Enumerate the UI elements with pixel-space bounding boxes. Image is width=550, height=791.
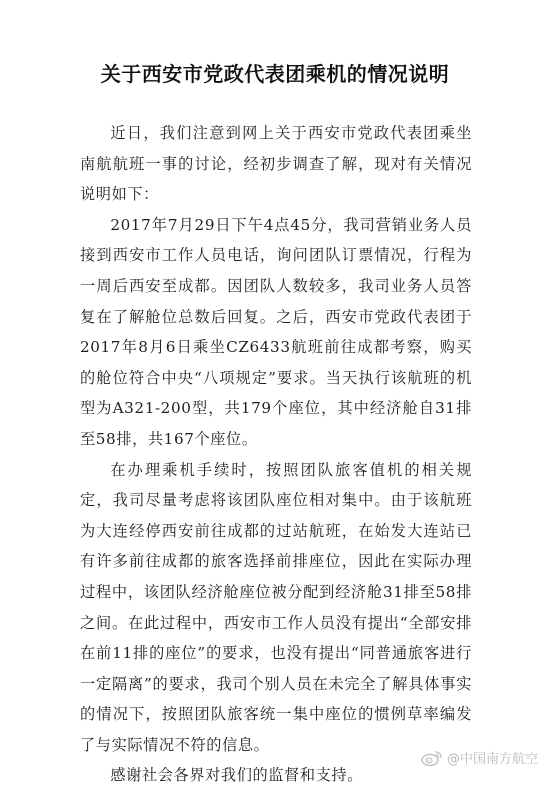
document-body (80, 118, 472, 791)
document-title: 关于西安市党政代表团乘机的情况说明 (100, 62, 450, 86)
paragraph-thanks: 感谢社会各界对我们的监督和支持。 (110, 766, 363, 785)
watermark-text: @中国南方航空 (446, 752, 538, 767)
paragraph-checkin: 在办理乘机手续时，按照团队旅客值机的相关规定，我司尽量考虑将该团队座位相对集中。由于该航班为大连经停西安前往成都的过站航班，在始发大连站已有许多前往成都的旅客选择前排座位，因此在实际办理过程中，该团队经济舱座位被分配到经济舱31排至58排之间。在此过程中，西安市工作人员没有提出“全部安排在前11排的座位”的要求，也没有提出“同普通旅客进行一定隔离”的要求，我司个别人员在未完全了解具体事实的情况下，按照团队旅客统一集中座位的惯例草率编发了与实际情况不符的信息。 (80, 460, 472, 754)
paragraph-booking: 2017年7月29日下午4点45分，我司营销业务人员接到西安市工作人员电话，询问团队订票情况，行程为一周后西安至成都。因团队人数较多，我司业务人员答复在了解舱位总数后回复。之后，西安市党政代表团于2017年8月6日乘坐CZ6433航班前往成都考察，购买的舱位符合中央“八项规定”要求。当天执行该航班的机型为A321-200型，共179个座位，其中经济舱自31排至58排，共167个座位。 (80, 215, 472, 448)
weibo-icon (421, 749, 443, 767)
paragraph-intro: 近日，我们注意到网上关于西安市党政代表团乘坐南航航班一事的讨论，经初步调查了解，现对有关情况说明如下： (80, 124, 472, 204)
weibo-watermark (421, 748, 538, 767)
